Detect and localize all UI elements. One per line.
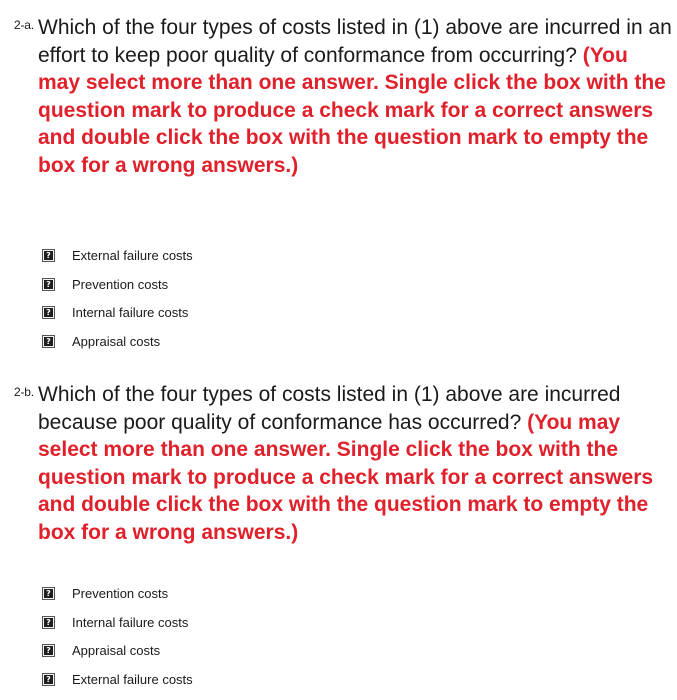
question-mark-checkbox[interactable] <box>42 278 55 291</box>
question-instruction: (You may select more than one answer. Single click the box with the question mark to produce a check mark for a correct answers and double click the box with the question mark to empty the box for a wrong answers.) <box>38 410 654 544</box>
question-text <box>38 14 674 179</box>
option-appraisal-costs[interactable] <box>42 327 193 356</box>
question-mark-icon: ? <box>44 251 53 260</box>
question-mark-checkbox[interactable] <box>42 644 55 657</box>
option-label: Appraisal costs <box>72 333 161 349</box>
question-mark-checkbox[interactable] <box>42 249 55 262</box>
question-mark-icon: ? <box>44 280 53 289</box>
option-internal-failure-costs[interactable] <box>42 298 193 327</box>
question-mark-icon: ? <box>44 618 53 627</box>
option-label: Prevention costs <box>72 585 169 601</box>
option-prevention-costs[interactable] <box>42 270 193 299</box>
question-mark-checkbox[interactable] <box>42 616 55 629</box>
option-prevention-costs[interactable] <box>42 579 193 608</box>
option-label: External failure costs <box>72 247 193 263</box>
option-external-failure-costs[interactable] <box>42 665 193 694</box>
question-instruction: (You may select more than one answer. Single click the box with the question mark to produce a check mark for a correct answers and double click the box with the question mark to empty the box for a wrong answers.) <box>38 43 666 177</box>
option-appraisal-costs[interactable] <box>42 636 193 665</box>
question-prompt: Which of the four types of costs listed in (1) above are incurred in an effort to keep poor quality of conformance from occurring? <box>38 16 672 67</box>
question-number: 2-b. <box>14 385 34 399</box>
question-mark-icon: ? <box>44 337 53 346</box>
question-mark-checkbox[interactable] <box>42 673 55 686</box>
question-mark-checkbox[interactable] <box>42 306 55 319</box>
question-mark-checkbox[interactable] <box>42 335 55 348</box>
option-label: Appraisal costs <box>72 643 161 659</box>
question-mark-icon: ? <box>44 675 53 684</box>
question-text <box>38 381 674 546</box>
question-mark-checkbox[interactable] <box>42 587 55 600</box>
option-internal-failure-costs[interactable] <box>42 608 193 637</box>
option-label: Prevention costs <box>72 276 169 292</box>
answer-options <box>42 579 193 694</box>
question-prompt: Which of the four types of costs listed in (1) above are incurred because poor quality of conformance has occurred? <box>38 383 621 434</box>
option-external-failure-costs[interactable] <box>42 241 193 270</box>
option-label: Internal failure costs <box>72 305 189 321</box>
question-mark-icon: ? <box>44 308 53 317</box>
option-label: Internal failure costs <box>72 614 189 630</box>
question-mark-icon: ? <box>44 646 53 655</box>
option-label: External failure costs <box>72 671 193 687</box>
answer-options <box>42 241 193 356</box>
question-number: 2-a. <box>14 18 34 32</box>
question-mark-icon: ? <box>44 589 53 598</box>
